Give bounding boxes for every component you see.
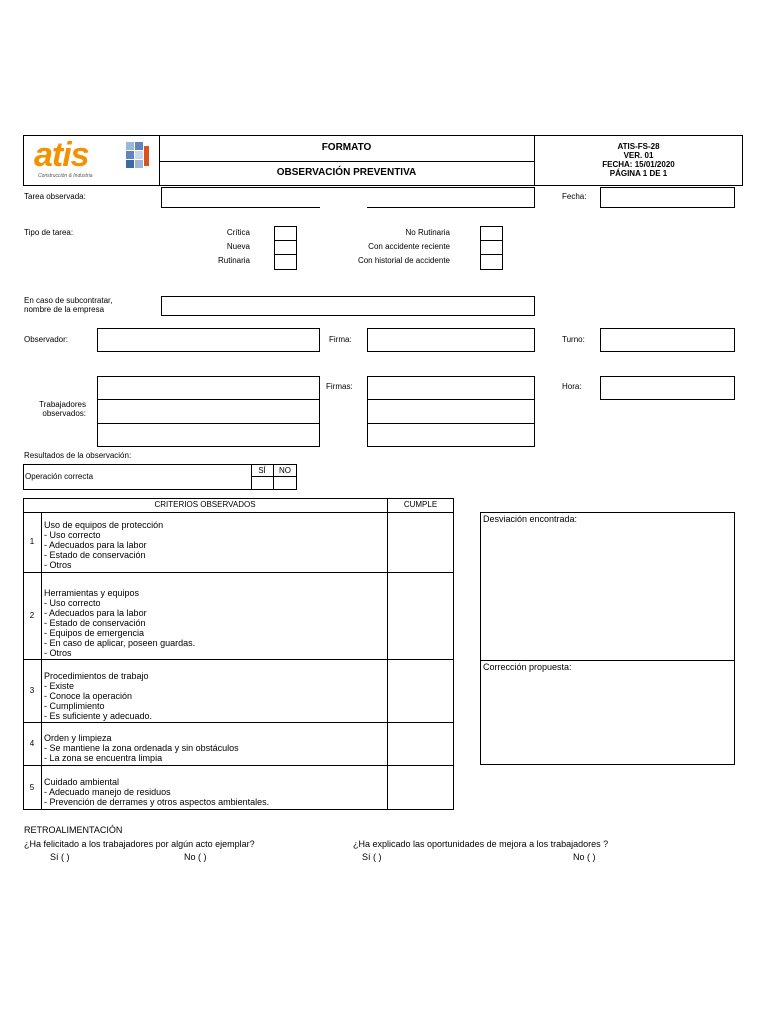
cumple-cell[interactable] [388, 723, 453, 765]
criteria-row-item: - Estado de conservación [44, 618, 146, 628]
firma-label: Firma: [329, 335, 352, 344]
retro-q1-no[interactable]: No ( ) [184, 852, 207, 862]
cumple-col-header: CUMPLE [403, 500, 438, 509]
retro-q1-si[interactable]: Sí ( ) [50, 852, 70, 862]
doc-version: VER. 01 [623, 151, 654, 160]
firmas-input-1[interactable] [367, 376, 535, 400]
criteria-row-title: Cuidado ambiental [44, 777, 120, 787]
tipo-historial-accidente-label: Con historial de accidente [357, 256, 450, 265]
checkbox-critica[interactable] [274, 226, 297, 241]
trabajador-input-3[interactable] [97, 423, 320, 447]
trabajador-input-2[interactable] [97, 399, 320, 424]
si-header: SÍ [258, 466, 266, 475]
cumple-cell[interactable] [388, 766, 453, 810]
company-logo [34, 136, 152, 182]
fecha-input[interactable] [600, 187, 735, 208]
observador-label: Observador: [24, 335, 69, 344]
criteria-row-item: - Existe [44, 681, 75, 691]
criteria-row-number: 3 [29, 686, 35, 695]
tarea-label: Tarea observada: [24, 192, 86, 201]
criteria-row-item: - Prevención de derrames y otros aspectos ambientales. [44, 797, 270, 807]
retro-heading: RETROALIMENTACIÓN [24, 825, 123, 835]
operacion-correcta-label: Operación correcta [25, 472, 94, 481]
doc-date: FECHA: 15/01/2020 [602, 160, 675, 169]
logo-cube-icon [124, 140, 150, 174]
trabajadores-label-2: observados: [42, 409, 86, 418]
doc-code: ATIS-FS-28 [617, 142, 660, 151]
tipo-nueva-label: Nueva [226, 242, 250, 251]
fecha-label: Fecha: [562, 192, 587, 201]
criteria-row-title: Procedimientos de trabajo [44, 671, 149, 681]
tipo-rutinaria-label: Rutinaria [217, 256, 250, 265]
logo-tagline: Construcción & Industria [38, 173, 93, 179]
desviacion-box[interactable] [480, 512, 735, 661]
tipo-no-rutinaria-label: No Rutinaria [405, 228, 450, 237]
firmas-label: Firmas: [326, 382, 353, 391]
logo-text: atis [34, 136, 89, 174]
hora-label: Hora: [562, 382, 582, 391]
criteria-row-item: - Uso correcto [44, 598, 101, 608]
criteria-row-item: - Otros [44, 560, 72, 570]
criteria-row-item: - Adecuado manejo de residuos [44, 787, 171, 797]
retro-question-1: ¿Ha felicitado a los trabajadores por algún acto ejemplar? [24, 839, 255, 849]
correccion-label: Corrección propuesta: [483, 662, 572, 672]
criteria-row-number: 5 [29, 783, 35, 792]
criteria-row-item: - Adecuados para la labor [44, 608, 147, 618]
operacion-si-cell[interactable] [252, 477, 273, 489]
correccion-box[interactable] [480, 660, 735, 765]
trabajadores-label-1: Trabajadores [39, 400, 86, 409]
form-subtitle: OBSERVACIÓN PREVENTIVA [276, 167, 417, 178]
no-header: NO [279, 466, 291, 475]
turno-label: Turno: [562, 335, 585, 344]
retro-question-2: ¿Ha explicado las oportunidades de mejora a los trabajadores ? [353, 839, 609, 849]
criteria-row-item: - Adecuados para la labor [44, 540, 147, 550]
criteria-row-number: 1 [29, 537, 35, 546]
tipo-critica-label: Crítica [226, 228, 250, 237]
tipo-tarea-label: Tipo de tarea: [24, 228, 74, 237]
form-title: FORMATO [321, 142, 372, 153]
subcontratar-label-2: nombre de la empresa [24, 305, 105, 314]
tipo-accidente-reciente-label: Con accidente reciente [368, 242, 450, 251]
checkbox-historial-accidente[interactable] [480, 254, 503, 270]
doc-page: PÁGINA 1 DE 1 [609, 169, 668, 178]
criteria-row-title: Herramientas y equipos [44, 588, 140, 598]
criteria-row-item: - Estado de conservación [44, 550, 146, 560]
desviacion-label: Desviación encontrada: [483, 514, 578, 524]
criteria-row-number: 2 [29, 611, 35, 620]
cumple-cell[interactable] [388, 573, 453, 659]
cumple-cell[interactable] [388, 660, 453, 722]
firmas-input-2[interactable] [367, 399, 535, 424]
criteria-row-item: - Conoce la operación [44, 691, 133, 701]
checkbox-nueva[interactable] [274, 240, 297, 255]
firmas-input-3[interactable] [367, 423, 535, 447]
turno-input[interactable] [600, 328, 735, 352]
criteria-row-item: - Se mantiene la zona ordenada y sin obstáculos [44, 743, 239, 753]
resultados-heading: Resultados de la observación: [24, 451, 132, 460]
observador-input[interactable] [97, 328, 320, 352]
criteria-col-header: CRITERIOS OBSERVADOS [154, 500, 256, 509]
criteria-row-item: - Otros [44, 648, 72, 658]
criteria-row-item: - Uso correcto [44, 530, 101, 540]
retro-q2-si[interactable]: Sí ( ) [362, 852, 382, 862]
trabajador-input-1[interactable] [97, 376, 320, 400]
criteria-row-title: Orden y limpieza [44, 733, 112, 743]
criteria-row-item: - La zona se encuentra limpia [44, 753, 163, 763]
criteria-row-item: - Equipos de emergencia [44, 628, 145, 638]
criteria-row-item: - Cumplimiento [44, 701, 105, 711]
checkbox-no-rutinaria[interactable] [480, 226, 503, 241]
criteria-row-title: Uso de equipos de protección [44, 520, 164, 530]
operacion-no-cell[interactable] [274, 477, 296, 489]
retro-q2-no[interactable]: No ( ) [573, 852, 596, 862]
criteria-row-item: - Es suficiente y adecuado. [44, 711, 153, 721]
criteria-row-number: 4 [29, 739, 35, 748]
hora-input[interactable] [600, 376, 735, 400]
empresa-input[interactable] [161, 296, 535, 316]
checkbox-rutinaria[interactable] [274, 254, 297, 270]
subcontratar-label-1: En caso de subcontratar, [24, 296, 113, 305]
firma-input[interactable] [367, 328, 535, 352]
checkbox-accidente-reciente[interactable] [480, 240, 503, 255]
cumple-cell[interactable] [388, 513, 453, 572]
criteria-row-item: - En caso de aplicar, poseen guardas. [44, 638, 196, 648]
